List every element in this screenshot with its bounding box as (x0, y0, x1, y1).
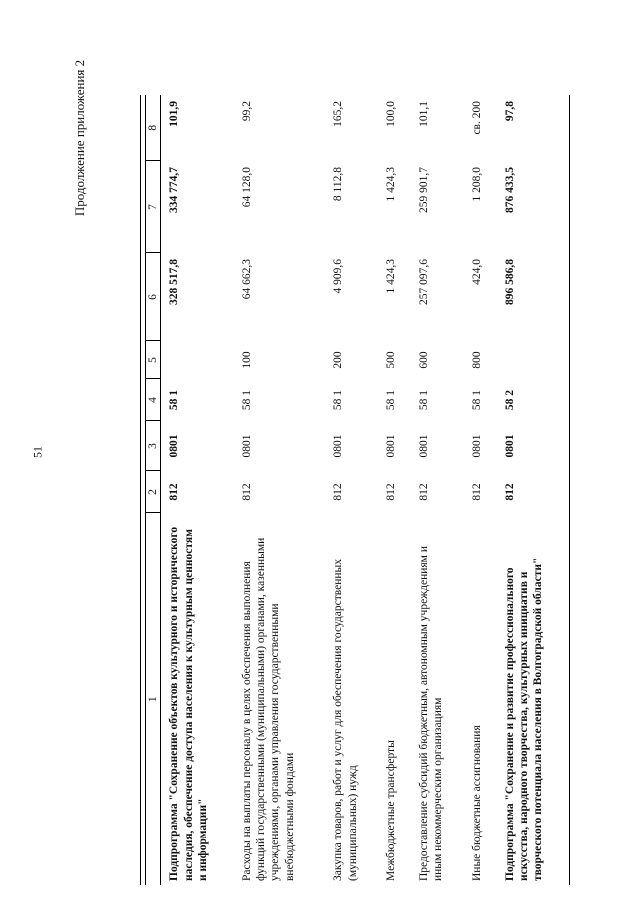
row-fact: 876 433,5 (497, 161, 570, 253)
column-header: 6 (146, 253, 161, 341)
row-ved: 812 (497, 471, 570, 513)
page-number: 51 (30, 446, 45, 458)
row-csr: 58 1 (470, 389, 483, 411)
row-name: Предоставление субсидий бюджетным, автономным учреждениям и иным некоммерческим организациям (417, 546, 445, 881)
row-csr: 58 1 (332, 389, 345, 411)
row-rz-pr: 0801 (332, 434, 345, 458)
row-percent: 165,2 (332, 101, 345, 127)
row-fact: 1 424,3 (384, 167, 397, 202)
row-fact: 64 128,0 (240, 167, 253, 208)
table-row (161, 95, 234, 885)
row-plan: 4 909,6 (332, 259, 345, 294)
row-percent: св. 200 (470, 101, 483, 135)
column-header: 3 (146, 421, 161, 471)
row-vr: 100 (240, 351, 253, 369)
row-ved: 812 (384, 483, 397, 501)
row-rz-pr: 0801 (240, 434, 253, 458)
row-csr: 58 1 (384, 389, 397, 411)
row-rz-pr: 0801 (417, 434, 430, 458)
row-name: Иные бюджетные ассигнования (470, 725, 483, 881)
row-ved: 812 (168, 483, 181, 501)
row-vr: 200 (332, 351, 345, 369)
row-csr: 58 2 (497, 379, 570, 421)
row-percent: 100,0 (384, 101, 397, 127)
row-ved: 812 (417, 483, 430, 501)
row-csr: 58 1 (240, 389, 253, 411)
row-fact: 1 208,0 (470, 167, 483, 202)
row-plan: 64 662,3 (240, 259, 253, 300)
row-name: Расходы на выплаты персоналу в целях обеспечения выполнения функций государственными (муниципальными) органами, казенными учреждениями, органами управления государственными внебюджетными фондами (240, 537, 296, 881)
row-vr: 600 (417, 351, 430, 369)
row-plan: 424,0 (470, 259, 483, 285)
budget-table (140, 95, 570, 885)
row-rz-pr: 0801 (470, 434, 483, 458)
table-row (411, 95, 464, 885)
row-plan: 896 586,8 (497, 253, 570, 341)
row-plan: 1 424,3 (384, 259, 397, 294)
row-fact: 334 774,7 (168, 167, 181, 213)
column-number-row (146, 95, 161, 885)
table-row (497, 95, 570, 885)
continuation-label: Продолжение приложения 2 (72, 59, 87, 217)
row-rz-pr: 0801 (168, 434, 181, 458)
rotated-table-container (140, 95, 570, 885)
row-csr: 58 1 (168, 389, 181, 411)
row-vr (161, 341, 234, 379)
row-ved: 812 (470, 483, 483, 501)
row-rz-pr: 0801 (497, 421, 570, 471)
table-row (464, 95, 497, 885)
row-vr (497, 341, 570, 379)
row-plan: 328 517,8 (168, 259, 181, 305)
row-rz-pr: 0801 (384, 434, 397, 458)
row-percent: 101,1 (417, 101, 430, 127)
table-row (378, 95, 411, 885)
row-percent: 97,8 (497, 95, 570, 161)
table-row (325, 95, 378, 885)
column-header: 5 (146, 341, 161, 379)
column-header: 2 (146, 471, 161, 513)
row-percent: 99,2 (240, 101, 253, 122)
column-header: 8 (146, 95, 161, 161)
table-row (234, 95, 326, 885)
row-ved: 812 (240, 483, 253, 501)
row-name: Межбюджетные трансферты (384, 740, 397, 881)
row-vr: 500 (384, 351, 397, 369)
row-fact: 8 112,8 (332, 167, 345, 202)
row-ved: 812 (332, 483, 345, 501)
column-header: 1 (146, 513, 161, 885)
row-name: Подпрограмма "Сохранение объектов культурного и исторического наследия, обеспечение доступа населения к культурным ценностям и информации" (168, 526, 210, 881)
row-name: Подпрограмма "Сохранение и развитие профессионального искусства, народного творчества, культурных инициатив и творческого потенциала населения в Волгоградской области" (497, 513, 570, 885)
row-fact: 259 901,7 (417, 167, 430, 213)
row-vr: 800 (470, 351, 483, 369)
column-header: 7 (146, 161, 161, 253)
row-name: Закупка товаров, работ и услуг для обеспечения государственных (муниципальных) нужд (332, 558, 359, 881)
column-header: 4 (146, 379, 161, 421)
row-csr: 58 1 (417, 389, 430, 411)
row-plan: 257 097,6 (417, 259, 430, 305)
row-percent: 101,9 (168, 101, 181, 127)
